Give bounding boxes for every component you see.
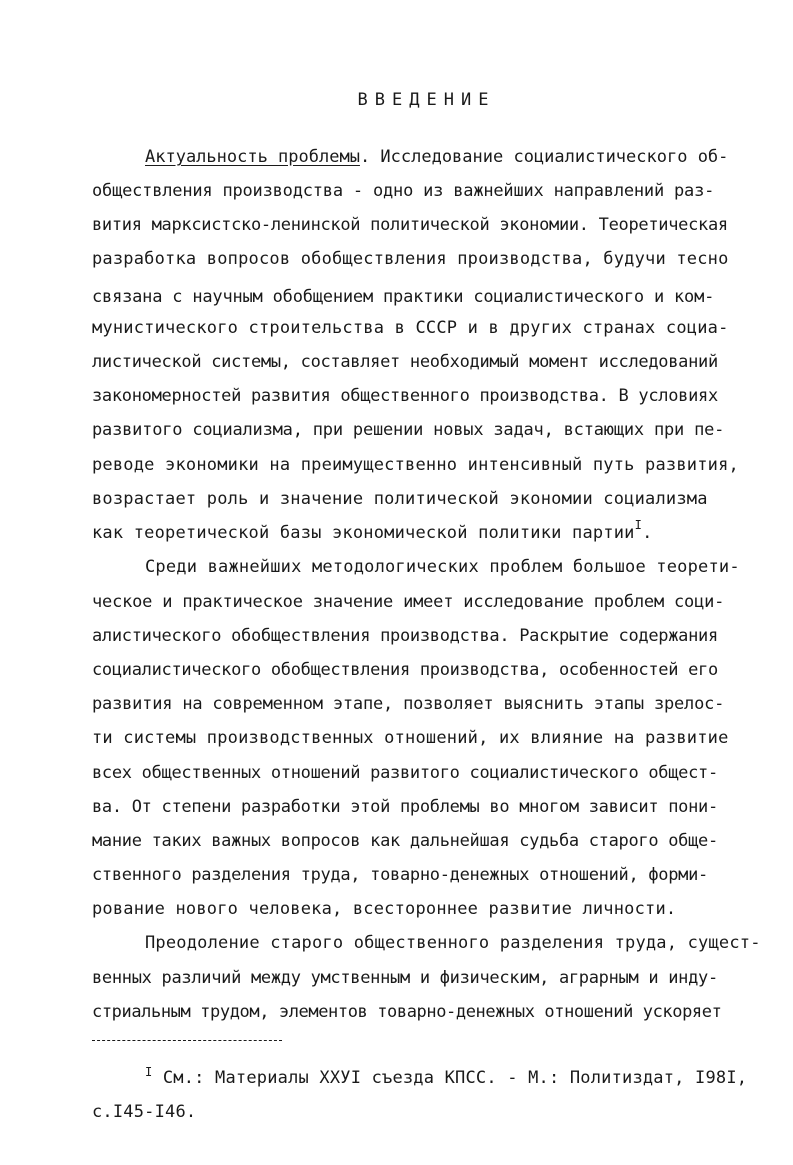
text-line: ва. От степени разработки этой проблемы во многом зависит пони-: [92, 797, 718, 817]
text-line: социалистического обобществления производства, особенностей его: [92, 660, 718, 680]
text-line: разработка вопросов обобществления производства, будучи тесно: [92, 249, 729, 269]
text-line: развития на современном этапе, позволяет выяснить этапы зрелос-: [92, 694, 725, 714]
text-line: венных различий между умственным и физическим, аграрным и инду-: [92, 968, 718, 988]
footnote-divider: [92, 1040, 282, 1041]
text-line: вития марксистско-ленинской политической экономии. Теоретическая: [92, 215, 728, 235]
text-line: ти системы производственных отношений, их влияние на развитие: [92, 728, 729, 748]
text-line: обществления производства - одно из важнейших направлений раз-: [92, 181, 715, 201]
text-line: реводе экономики на преимущественно интенсивный путь развития,: [92, 455, 739, 475]
text-line: развитого социализма, при решении новых задач, встающих при пе-: [92, 420, 725, 440]
footnote-marker: I: [145, 1065, 153, 1079]
text-line: Среди важнейших методологических проблем большое теорети-: [145, 557, 740, 577]
text-line: ственного разделения труда, товарно-денежных отношений, форми-: [92, 865, 708, 885]
text-line: ческое и практическое значение имеет исследование проблем соци-: [92, 592, 725, 612]
text-line: связана с научным обобщением практики социалистического и ком-: [92, 287, 715, 307]
text-line: листической системы, составляет необходимый момент исследований: [92, 352, 718, 372]
text-line: рование нового человека, всестороннее развитие личности.: [92, 899, 677, 919]
text-line: мунистического строительства в СССР и в других странах социа-: [92, 318, 729, 338]
text-line: Преодоление старого общественного разделения труда, сущест-: [145, 933, 761, 953]
footnote-line: с.I45-I46.: [92, 1102, 197, 1122]
text-span: . Исследование социалистического об-: [359, 147, 729, 167]
text-line: мание таких важных вопросов как дальнейшая судьба старого обще-: [92, 831, 718, 851]
text-line: стриальным трудом, элементов товарно-денежных отношений ускоряет: [92, 1002, 722, 1022]
text-line: [92, 518, 653, 544]
text-span: как теоретической базы экономической политики партии: [92, 523, 635, 543]
text-line: всех общественных отношений развитого социалистического общест-: [92, 763, 718, 783]
footnote-ref: I: [634, 518, 643, 532]
footnote-text: См.: Материалы ХХУI съезда КПСС. - М.: Политиздат, I98I,: [152, 1068, 748, 1088]
text-line: закономерностей развития общественного производства. В условиях: [92, 386, 718, 406]
text-line: возрастает роль и значение политической экономии социализма: [92, 489, 708, 509]
footnote-line: [145, 1065, 748, 1089]
text-span: .: [642, 523, 653, 543]
page-title: ВВЕДЕНИЕ: [357, 90, 496, 110]
text-line: [145, 147, 728, 167]
section-lead: Актуальность проблемы: [145, 147, 360, 167]
text-line: алистического обобществления производства. Раскрытие содержания: [92, 626, 718, 646]
